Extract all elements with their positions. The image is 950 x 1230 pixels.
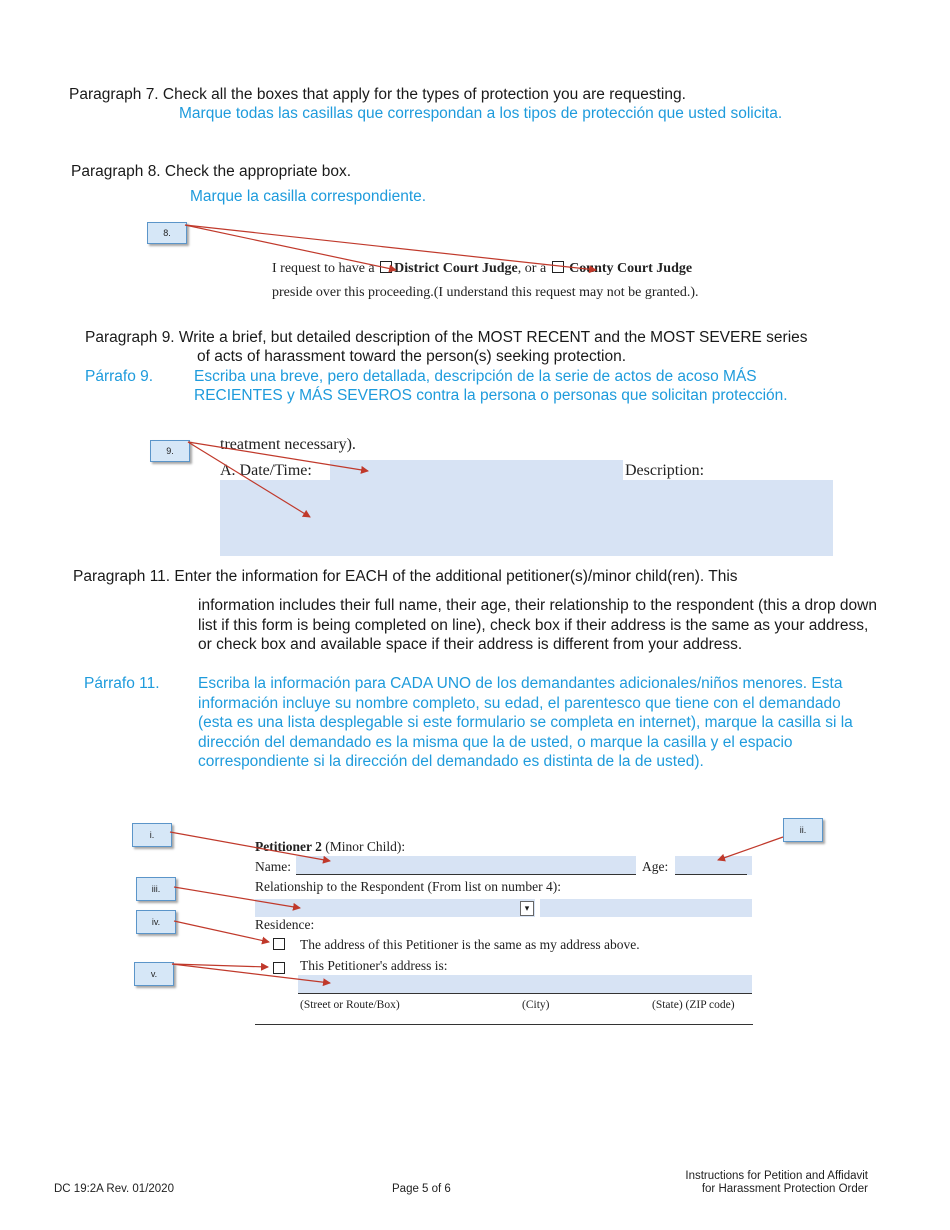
- judge-request-mid: , or a: [517, 261, 547, 276]
- district-judge-checkbox[interactable]: [380, 261, 392, 273]
- petitioner2-heading-rest: (Minor Child):: [321, 839, 406, 854]
- para11-es-label: Párrafo 11.: [84, 675, 160, 692]
- state-zip-caption: (State) (ZIP code): [652, 999, 735, 1011]
- para11-instruction-en-1: Paragraph 11. Enter the information for EACH of the additional petitioner(s)/minor child(ren). This: [73, 568, 738, 585]
- footer-title-1: Instructions for Petition and Affidavit: [685, 1170, 868, 1182]
- date-time-label: A. Date/Time:: [220, 462, 312, 479]
- dropdown-arrow-icon[interactable]: ▾: [520, 901, 534, 916]
- judge-request-line: [272, 261, 692, 277]
- name-label: Name:: [255, 859, 291, 874]
- para8-instruction-es: Marque la casilla correspondiente.: [190, 188, 427, 205]
- same-address-checkbox[interactable]: [273, 938, 285, 950]
- age-label: Age:: [642, 859, 669, 874]
- different-address-checkbox[interactable]: [273, 962, 285, 974]
- callout-9: 9.: [150, 440, 190, 462]
- age-field[interactable]: [675, 856, 752, 875]
- same-address-label: The address of this Petitioner is the same as my address above.: [300, 937, 640, 952]
- arrow-v-checkbox: [172, 964, 268, 967]
- description-label: Description:: [625, 462, 705, 479]
- relationship-label: Relationship to the Respondent (From list on number 4):: [255, 879, 561, 894]
- para9-instruction-en-2: of acts of harassment toward the person(s) seeking protection.: [197, 348, 627, 365]
- footer-form-id: DC 19:2A Rev. 01/2020: [54, 1183, 174, 1195]
- relationship-dropdown[interactable]: [255, 899, 535, 917]
- para9-instruction-es-1: Escriba una breve, pero detallada, descripción de la serie de actos de acoso MÁS: [194, 368, 757, 385]
- petitioner2-heading: [255, 839, 405, 855]
- footer-page-number: Page 5 of 6: [392, 1183, 451, 1195]
- para9-instruction-es-2: RECIENTES y MÁS SEVEROS contra la persona o personas que solicitan protección.: [194, 387, 788, 404]
- callout-iii: iii.: [136, 877, 176, 901]
- residence-label: Residence:: [255, 917, 315, 932]
- callout-v: v.: [134, 962, 174, 986]
- form-bottom-rule: [255, 1024, 753, 1025]
- name-field[interactable]: [296, 856, 636, 875]
- callout-i: i.: [132, 823, 172, 847]
- para9-instruction-en-1: Paragraph 9. Write a brief, but detailed description of the MOST RECENT and the MOST SEVERE series: [85, 329, 808, 346]
- district-judge-label: District Court Judge: [394, 261, 518, 276]
- footer-title-2: for Harassment Protection Order: [701, 1183, 868, 1195]
- address-field[interactable]: [298, 975, 752, 993]
- petitioner2-heading-bold: Petitioner 2: [255, 839, 322, 854]
- para8-instruction-en: Paragraph 8. Check the appropriate box.: [71, 163, 352, 180]
- address-underline: [298, 993, 752, 994]
- date-time-field[interactable]: [330, 460, 623, 481]
- relationship-other-field[interactable]: [540, 899, 752, 917]
- description-field[interactable]: [220, 480, 833, 556]
- callout-8: 8.: [147, 222, 187, 244]
- age-underline: [675, 874, 747, 875]
- para7-instruction-en: Paragraph 7. Check all the boxes that apply for the types of protection you are requesting.: [69, 86, 686, 103]
- judge-request-line2: preside over this proceeding.(I understand this request may not be granted.).: [272, 285, 699, 300]
- para9-es-label: Párrafo 9.: [85, 368, 154, 385]
- callout-ii: ii.: [783, 818, 823, 842]
- county-judge-label: County Court Judge: [569, 261, 693, 276]
- city-caption: (City): [522, 999, 550, 1011]
- para11-instruction-en-block: information includes their full name, their age, their relationship to the respondent (this a drop down list if this form is being completed on line), check box if their address is the same as your address, or check box and available space if their address is different from your address.: [198, 597, 877, 653]
- judge-request-prefix: I request to have a: [272, 261, 375, 276]
- para11-instruction-es-block: Escriba la información para CADA UNO de los demandantes adicionales/niños menores. Esta información incluye su nombre completo, su edad, el parentesco que tiene con el demandado (esta es una lista desplegable si este formulario se completa en internet), marque la casilla si la dirección del demandado es la misma que la de usted, o marque la casilla y el espacio correspondiente si la dirección del demandado es distinta de la de usted).: [198, 675, 853, 770]
- treatment-text: treatment necessary).: [220, 436, 356, 453]
- different-address-label: This Petitioner's address is:: [300, 958, 448, 973]
- county-judge-checkbox[interactable]: [552, 261, 564, 273]
- name-underline: [296, 874, 636, 875]
- para7-instruction-es: Marque todas las casillas que correspondan a los tipos de protección que usted solicita.: [179, 105, 783, 122]
- street-caption: (Street or Route/Box): [300, 999, 400, 1011]
- callout-iv: iv.: [136, 910, 176, 934]
